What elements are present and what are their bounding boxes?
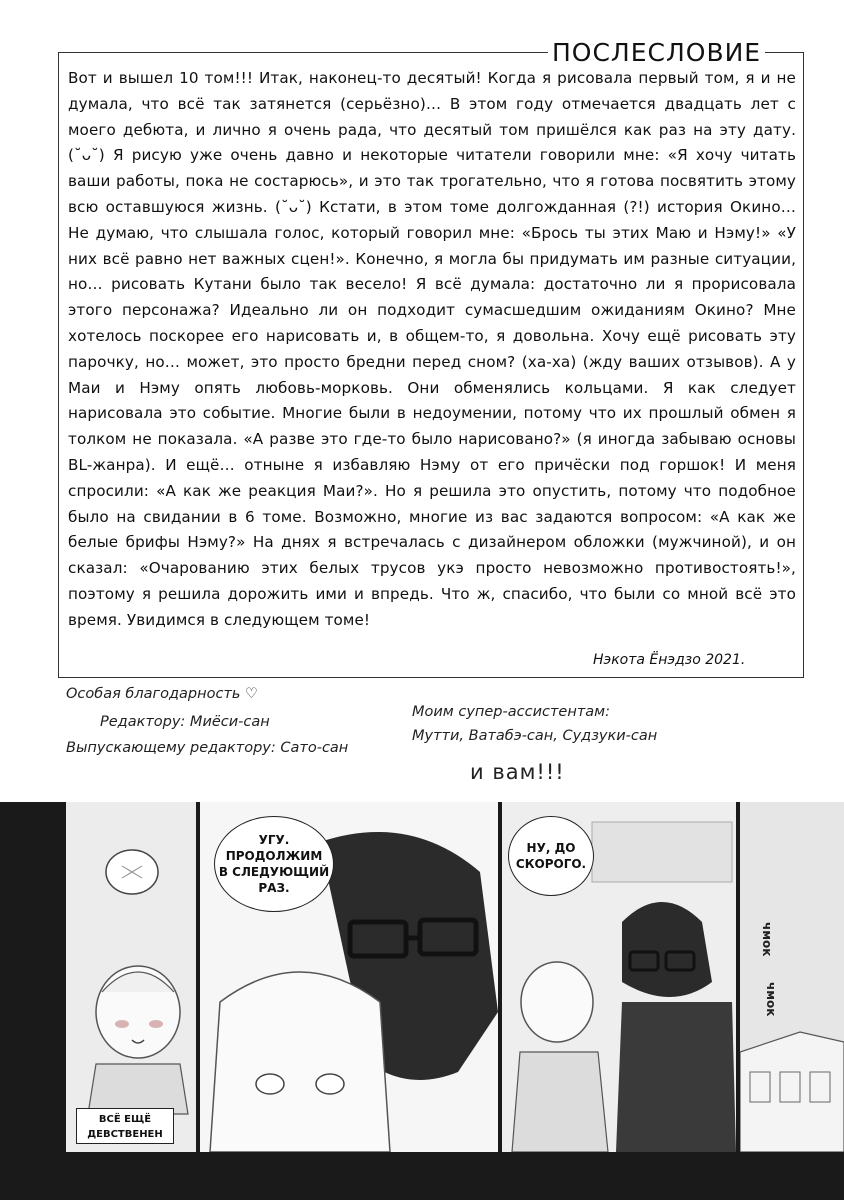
thanks-release-editor: Выпускающему редактору: Сато-сан (66, 740, 349, 756)
thanks-editor: Редактору: Миёси-сан (100, 714, 270, 730)
afterword-title: ПОСЛЕСЛОВИЕ (548, 38, 765, 67)
house-illustration (740, 802, 844, 1152)
manga-strip (0, 802, 844, 1200)
thanks-heading: Особая благодарность ♡ (66, 686, 259, 702)
speech-bubble-2: НУ, ДО СКОРОГО. (508, 816, 594, 896)
speech-bubble-1: УГУ. ПРОДОЛЖИМ В СЛЕДУЮЩИЙ РАЗ. (214, 816, 334, 912)
afterword-body: Вот и вышел 10 том!!! Итак, наконец-то десятый! Когда я рисовала первый том, я и не думала, что всё так затянется (серьёзно)… В этом году отмечается двадцать лет с моего дебюта, и лично я очень рада, что десятый том пришёлся как раз на эту дату. (˘ᴗ˘) Я рисую уже очень давно и некоторые читатели говорили мне: «Я хочу читать ваши работы, пока не состарюсь», и это так трогательно, что я готова посвятить этому всю оставшуюся жизнь. (˘ᴗ˘) Кстати, в этом томе долгожданная (?!) история Окино… Не думаю, что слышала голос, который говорил мне: «Брось ты этих Маю и Нэму!» «У них всё равно нет важных сцен!». Конечно, я могла бы придумать им разные ситуации, но… рисовать Кутани было так весело! Я всё думала: достаточно ли я прорисовала этого персонажа? Идеально ли он подходит сумасшедшим ожиданиям Окино? Мне хотелось поскорее его нарисовать и, в общем-то, я довольна. Хочу ещё рисовать эту парочку, но… может, это просто бредни перед сном? (ха-ха) (жду ваших отзывов). А у Маи и Нэму опять любовь-морковь. Они обменялись кольцами. Я как следует нарисовала это событие. Многие были в недоумении, потому что их прошлый обмен я толком не показала. «А разве это где-то было нарисовано?» (я иногда забываю основы BL-жанра). И ещё… отныне я избавляю Нэму от его причёски под горшок! И меня спросили: «А как же реакция Маи?». Но я решила это опустить, потому что подобное было на свидании в 6 томе. Возможно, многие из вас задаются вопросом: «А как же белые брифы Нэму?» На днях я встречалась с дизайнером обложки (мужчиной), и он сказал: «Очарованию этих белых трусов укэ просто невозможно противостоять!», поэтому я решила дорожить ими и впредь. Что ж, спасибо, что были со мной всё это время. Увидимся в следующем томе! (68, 69, 796, 629)
thanks-assistants-names: Мутти, Ватабэ-сан, Судзуки-сан (412, 728, 658, 744)
author-signature: Нэкота Ёнэдзо 2021. (593, 652, 746, 668)
thanks-readers: и вам!!! (470, 760, 565, 784)
manga-caption: ВСЁ ЕЩЁ ДЕВСТВЕНЕН (76, 1108, 174, 1144)
child-illustration (66, 802, 196, 1152)
manga-panel-2 (200, 802, 498, 1152)
manga-panel-3 (502, 802, 736, 1152)
sound-effect-1: чмок (760, 922, 774, 957)
manga-panel-4 (740, 802, 844, 1152)
manga-panel-1 (66, 802, 196, 1152)
thanks-assistants-heading: Моим супер-ассистентам: (412, 704, 610, 720)
sound-effect-2: чмок (764, 982, 778, 1017)
